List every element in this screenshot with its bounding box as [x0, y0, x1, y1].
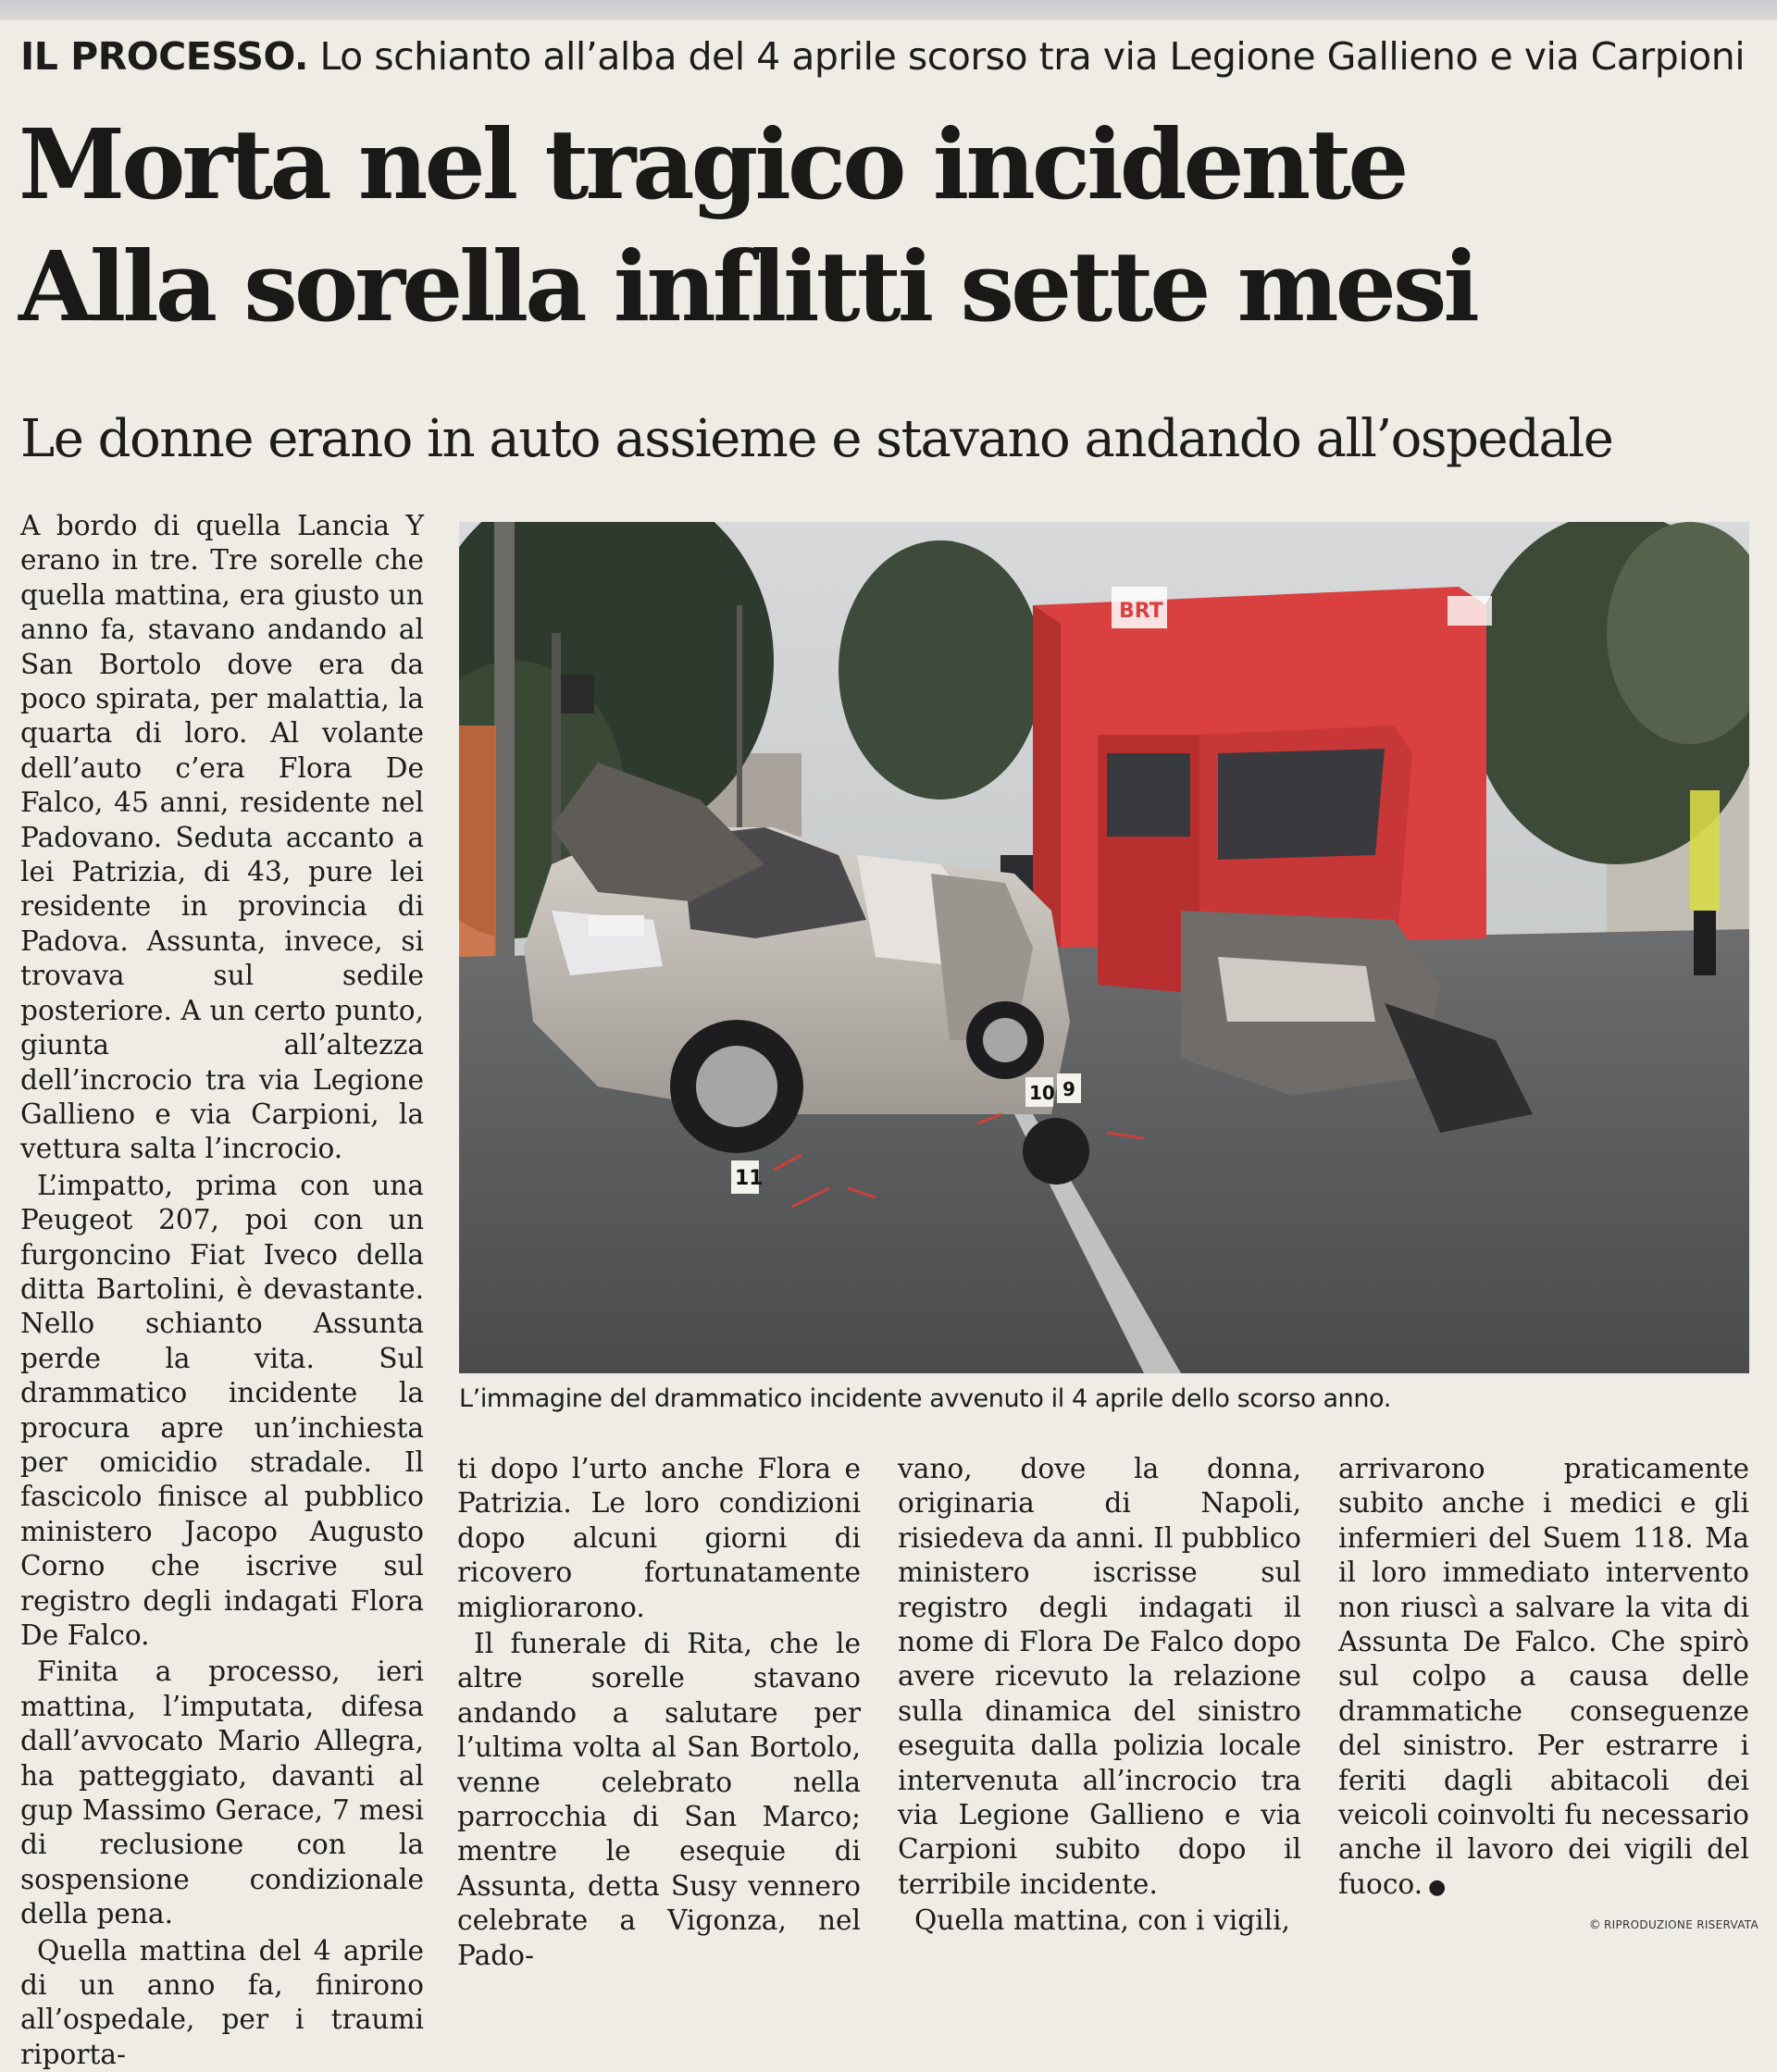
headline-line-2: Alla sorella inflitti sette mesi: [19, 230, 1476, 343]
paragraph: L’impatto, prima con una Peugeot 207, poi con un furgoncino Fiat Iveco della ditta Bartolini, è devastante. Nello schianto Assunta perde la vita. Sul drammatico incidente la procura apre un’inchiesta per omicidio stradale. Il fascicolo finisce al pubblico ministero Jacopo Augusto Corno che iscrive sul registro degli indagati Flora De Falco.: [20, 1169, 424, 1651]
paragraph: vano, dove la donna, originaria di Napoli, risiedeva da anni. Il pubblico ministero iscrisse sul registro degli indagati il nome di Flora De Falco dopo avere ricevuto la relazione sulla dinamica del sinistro eseguita dalla polizia locale intervenuta all’incrocio tra via Legione Gallieno e via Carpioni subito dopo il terribile incidente.: [898, 1453, 1301, 1900]
photo-caption: L’immagine del drammatico incidente avvenuto il 4 aprile dello scorso anno.: [459, 1384, 1391, 1413]
truck-logo: BRT: [1119, 600, 1163, 623]
copyright-notice: [1481, 1917, 1758, 1933]
copyright-text: RIPRODUZIONE RISERVATA: [1604, 1918, 1758, 1931]
kicker-text: Lo schianto all’alba del 4 aprile scorso tra via Legione Gallieno e via Carpioni: [319, 34, 1746, 79]
evidence-marker-10: 10: [1029, 1082, 1055, 1104]
article-column-3: [898, 1452, 1301, 1939]
accident-photo: [459, 522, 1749, 1373]
article-column-1: [20, 509, 424, 2072]
paragraph-text: arrivarono praticamente subito anche i medici e gli infermieri del Suem 118. Ma il loro immediato intervento non riuscì a salvare la vita di Assunta De Falco. Che spirò sul colpo a causa delle drammatiche conseguenze del sinistro. Per estrarre i feriti dagli abitacoli dei veicoli coinvolti fu necessario anche il lavoro dei vigili del fuoco.: [1338, 1453, 1749, 1900]
paragraph: Il funerale di Rita, che le altre sorelle stavano andando a salutare per l’ultima volta al San Bortolo, venne celebrato nella parrocchia di San Marco; mentre le esequie di Assunta, detta Susy vennero celebrate a Vigonza, nel Pado-: [457, 1628, 861, 1971]
accident-photo-illustration: [459, 522, 1749, 1373]
article-column-2: [457, 1452, 861, 1973]
end-of-article-icon: ●: [1428, 1875, 1447, 1899]
page-top-strip: [0, 0, 1777, 20]
evidence-marker-9: 9: [1062, 1078, 1075, 1100]
evidence-marker-11: 11: [735, 1167, 764, 1190]
paragraph: [1338, 1452, 1749, 1905]
kicker-label: IL PROCESSO.: [20, 34, 308, 79]
article-column-4: [1338, 1452, 1749, 1905]
subheadline: Le donne erano in auto assieme e stavano andando all’ospedale: [20, 409, 1613, 469]
kicker: [20, 31, 1760, 81]
paragraph: Quella mattina del 4 aprile di un anno fa, finirono all’ospedale, per i traumi riporta-: [20, 1934, 424, 2070]
paragraph: A bordo di quella Lancia Y erano in tre. Tre sorelle che quella mattina, era giusto un anno fa, stavano andando al San Bortolo dove era da poco spirata, per malattia, la quarta di loro. Al volante dell’auto c’era Flora De Falco, 45 anni, residente nel Padovano. Seduta accanto a lei Patrizia, di 43, pure lei residente in provincia di Padova. Assunta, invece, si trovava sul sedile posteriore. A un certo punto, giunta all’altezza dell’incrocio tra via Legione Gallieno e via Carpioni, la vettura salta l’incrocio.: [20, 510, 424, 1165]
copyright-icon: ©: [1588, 1918, 1602, 1932]
paragraph: ti dopo l’urto anche Flora e Patrizia. Le loro condizioni dopo alcuni giorni di ricovero fortunatamente migliorarono.: [457, 1453, 861, 1623]
paragraph: Finita a processo, ieri mattina, l’imputata, difesa dall’avvocato Mario Allegra, ha patteggiato, davanti al gup Massimo Gerace, 7 mesi di reclusione con la sospensione condizionale della pena.: [20, 1656, 424, 1930]
paragraph: Quella mattina, con i vigili,: [914, 1905, 1290, 1937]
headline-line-1: Morta nel tragico incidente: [19, 107, 1406, 221]
